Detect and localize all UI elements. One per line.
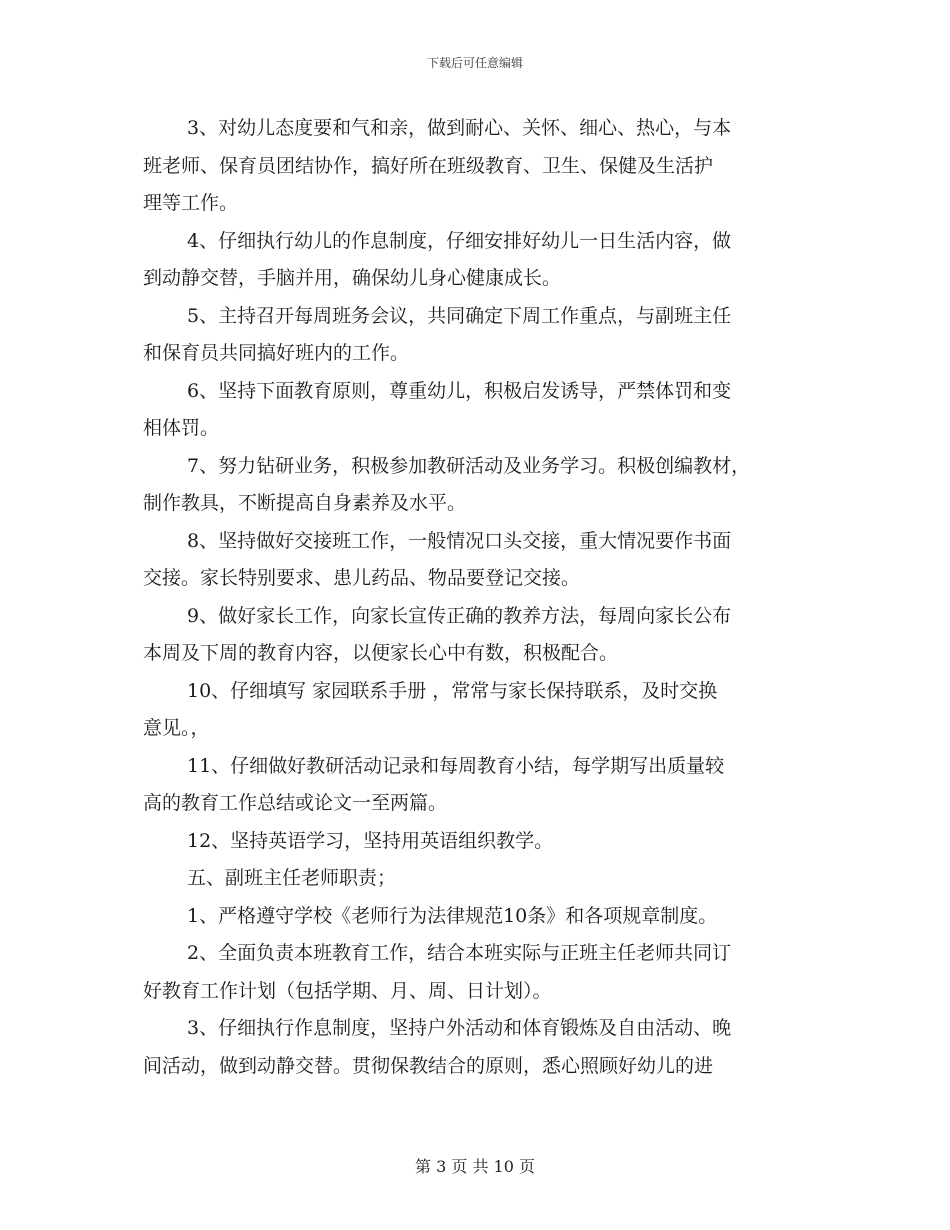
text-line: 五、副班主任老师职责； xyxy=(187,867,397,889)
text-line: 5、主持召开每周班务会议，共同确定下周工作重点，与副班主任 xyxy=(187,304,732,327)
paragraph xyxy=(143,748,823,823)
paragraph xyxy=(143,823,823,861)
text-line: 2、全面负责本班教育工作，结合本班实际与正班主任老师共同订 xyxy=(187,942,732,964)
text-line: 3、仔细执行作息制度，坚持户外活动和体育锻炼及自由活动、晚 xyxy=(187,1017,732,1039)
paragraph xyxy=(143,523,823,598)
paragraph xyxy=(143,598,823,673)
text-line: 11、仔细做好教研活动记录和每周教育小结，每学期写出质量较 xyxy=(187,754,725,777)
text-line: 理等工作。 xyxy=(143,192,239,214)
paragraph xyxy=(143,223,823,298)
text-line: 4、仔细执行幼儿的作息制度，仔细安排好幼儿一日生活内容，做 xyxy=(187,229,732,252)
page-footer: 第 3 页 共 10 页 xyxy=(415,1157,535,1176)
paragraph xyxy=(143,898,823,936)
paragraph xyxy=(143,110,823,223)
paragraph xyxy=(143,298,823,373)
paragraph xyxy=(143,448,823,523)
text-line: 6、坚持下面教育原则，尊重幼儿，积极启发诱导，严禁体罚和变 xyxy=(187,379,732,402)
paragraph xyxy=(143,373,823,448)
text-line: 班老师、保育员团结协作，搞好所在班级教育、卫生、保健及生活护 xyxy=(143,154,714,177)
text-line: 1、严格遵守学校《老师行为法律规范10条》和各项规章制度。 xyxy=(187,904,718,927)
text-line: 9、做好家长工作，向家长宣传正确的教养方法，每周向家长公布 xyxy=(187,604,732,627)
page-header: 下载后可任意编辑 xyxy=(426,56,523,70)
text-line: 好教育工作计划（包括学期、月、周、日计划）。 xyxy=(143,979,552,1002)
text-line: 12、坚持英语学习，坚持用英语组织教学。 xyxy=(187,829,554,852)
text-line: 制作教具，不断提高自身素养及水平。 xyxy=(143,492,467,514)
text-line: 3、对幼儿态度要和气和亲，做到耐心、关怀、细心、热心，与本 xyxy=(187,117,732,139)
paragraph xyxy=(143,673,823,748)
text-line: 7、努力钻研业务，积极参加教研活动及业务学习。积极创编教材， xyxy=(187,454,751,477)
text-line: 相体罚。 xyxy=(143,417,220,439)
text-line: 意见。， xyxy=(143,717,210,739)
text-line: 交接。家长特别要求、患儿药品、物品要登记交接。 xyxy=(143,567,581,589)
text-line: 间活动，做到动静交替。贯彻保教结合的原则，悉心照顾好幼儿的进 xyxy=(143,1054,714,1077)
text-line: 到动静交替，手脑并用，确保幼儿身心健康成长。 xyxy=(143,267,562,289)
paragraph xyxy=(143,1010,823,1085)
document-body xyxy=(143,110,823,1085)
paragraph xyxy=(143,935,823,1010)
text-line: 本周及下周的教育内容，以便家长心中有数，积极配合。 xyxy=(143,642,619,664)
text-line: 8、坚持做好交接班工作，一般情况口头交接，重大情况要作书面 xyxy=(187,529,732,552)
text-line: 10、仔细填写 家园联系手册 ，常常与家长保持联系，及时交换 xyxy=(187,679,718,702)
section-heading xyxy=(143,860,823,898)
text-line: 高的教育工作总结或论文一至两篇。 xyxy=(143,792,448,814)
text-line: 和保育员共同搞好班内的工作。 xyxy=(143,342,410,364)
